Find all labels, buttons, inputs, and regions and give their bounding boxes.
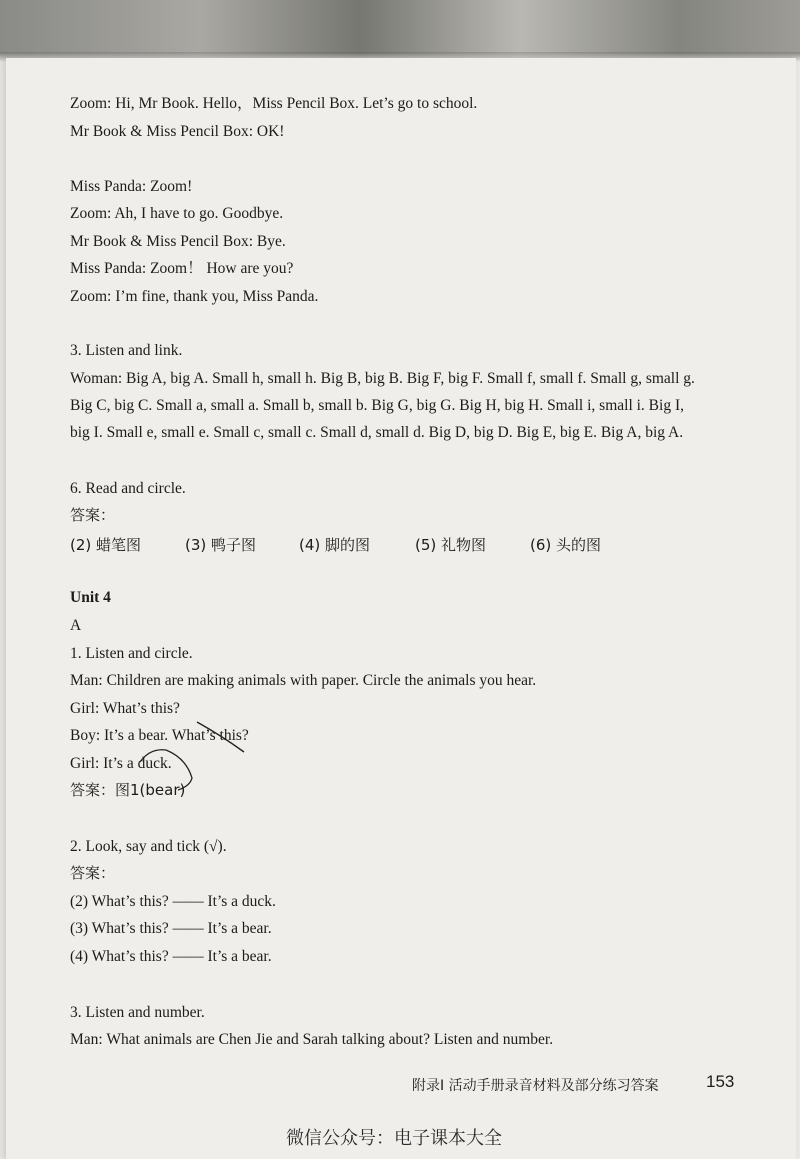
answer-item: (6) 头的图 bbox=[530, 536, 602, 554]
answer-item: (2) 蜡笔图 bbox=[70, 536, 142, 554]
text-line-26: (4) What’s this? —— It’s a bear. bbox=[70, 948, 272, 965]
page-number: 153 bbox=[706, 1072, 735, 1091]
watermark-text: 微信公众号：电子课本大全 bbox=[286, 1128, 502, 1149]
section-heading-listen-and-link: 3. Listen and link. bbox=[70, 342, 183, 359]
text-line-2: Mr Book & Miss Pencil Box: OK! bbox=[70, 123, 285, 140]
footer-appendix-label: 附录I 活动手册录音材料及部分练习答案 bbox=[412, 1078, 659, 1094]
answer-line: 答案：图1(bear) bbox=[70, 781, 186, 799]
text-line-9: Woman: Big A, big A. Small h, small h. Big B, big B. Big F, big F. Small f, small f. Small g, small g. bbox=[70, 370, 695, 387]
section-heading-listen-and-circle: 1. Listen and circle. bbox=[70, 645, 193, 662]
answer-row bbox=[70, 534, 630, 554]
text-line-17: Man: Children are making animals with paper. Circle the animals you hear. bbox=[70, 672, 537, 689]
text-line-6: Miss Panda: Zoom！ How are you? bbox=[70, 260, 294, 277]
answer-item: (3) 鸭子图 bbox=[185, 536, 257, 554]
part-label: A bbox=[70, 617, 82, 634]
answer-label: 答案： bbox=[70, 506, 116, 524]
unit-title: Unit 4 bbox=[70, 589, 111, 606]
text-line-4: Zoom: Ah, I have to go. Goodbye. bbox=[70, 205, 284, 222]
text-line-28: Man: What animals are Chen Jie and Sarah talking about? Listen and number. bbox=[70, 1031, 554, 1048]
text-line-1: Zoom: Hi, Mr Book. Hello，Miss Pencil Box. Let’s go to school. bbox=[70, 95, 478, 112]
answer-item: (5) 礼物图 bbox=[415, 536, 487, 554]
answer-item: (4) 脚的图 bbox=[299, 536, 371, 554]
text-line-20: Girl: It’s a duck. bbox=[70, 755, 172, 772]
top-photo-strip bbox=[0, 0, 800, 62]
text-line-19: Boy: It’s a bear. What’s this? bbox=[70, 727, 249, 744]
text-line-11: big I. Small e, small e. Small c, small c. Small d, small d. Big D, big D. Big E, big E. Big A, big A. bbox=[70, 424, 684, 441]
answer-label-2: 答案： bbox=[70, 864, 116, 882]
section-heading-listen-and-number: 3. Listen and number. bbox=[70, 1004, 205, 1021]
text-line-18: Girl: What’s this? bbox=[70, 700, 180, 717]
text-line-24: (2) What’s this? —— It’s a duck. bbox=[70, 893, 276, 910]
section-heading-read-and-circle: 6. Read and circle. bbox=[70, 480, 186, 497]
text-line-25: (3) What’s this? —— It’s a bear. bbox=[70, 920, 272, 937]
book-page bbox=[6, 58, 796, 1159]
section-heading-look-say-tick: 2. Look, say and tick (√). bbox=[70, 838, 227, 855]
text-line-5: Mr Book & Miss Pencil Box: Bye. bbox=[70, 233, 286, 250]
text-line-3: Miss Panda: Zoom! bbox=[70, 178, 193, 195]
text-line-10: Big C, big C. Small a, small a. Small b, small b. Big G, big G. Big H, big H. Small i, small i. Big I, bbox=[70, 397, 684, 414]
text-line-7: Zoom: I’m fine, thank you, Miss Panda. bbox=[70, 288, 319, 305]
